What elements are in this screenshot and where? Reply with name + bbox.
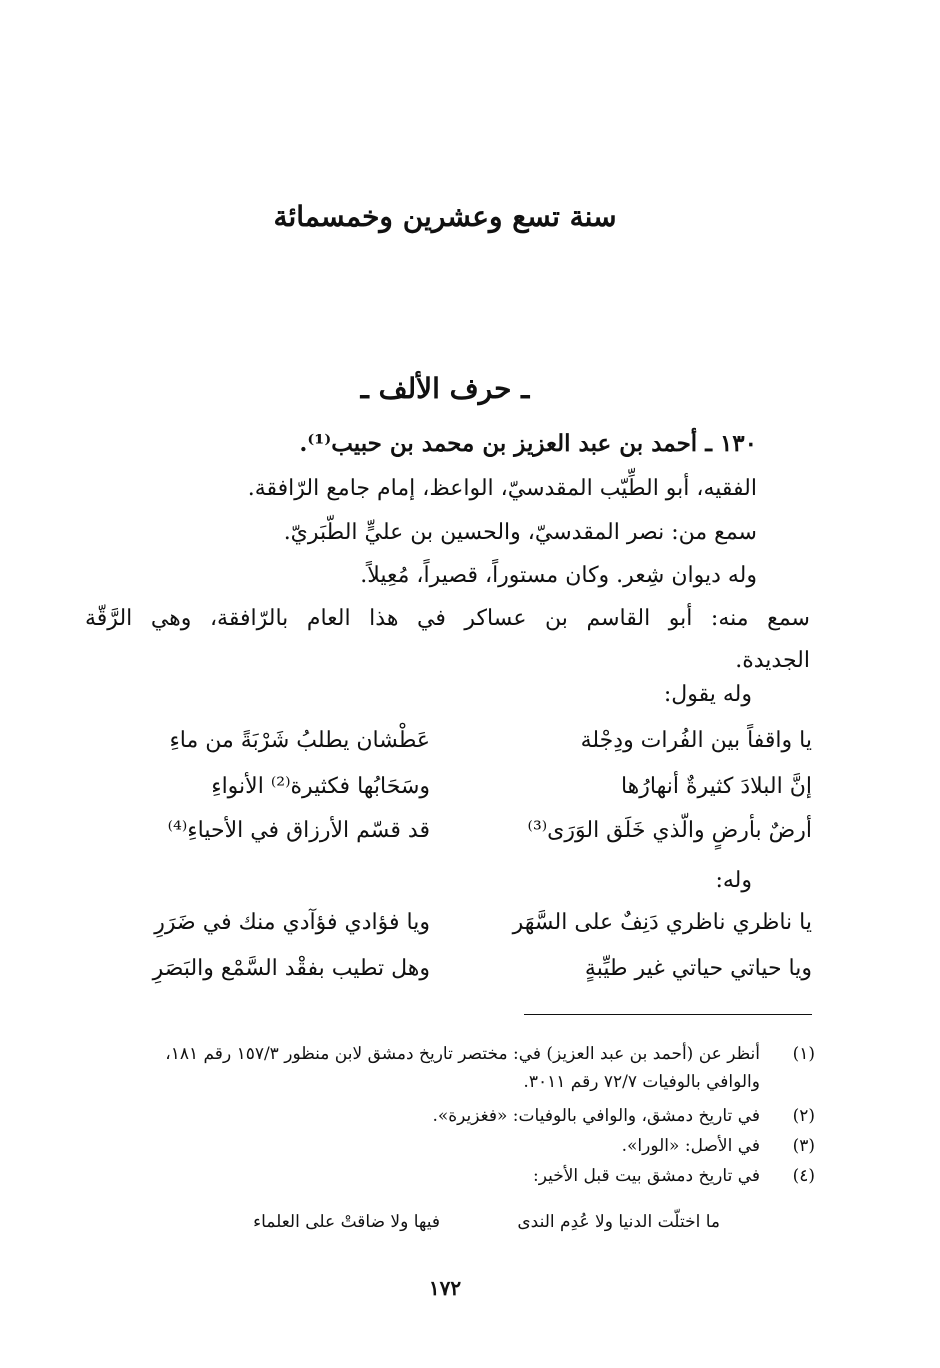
poem1-verse2-second: وسَحَابُها فكثيرة⁽²⁾ الأنواءِ xyxy=(211,774,430,799)
poem2-verse2-second: وهل تطيب بفقْد السَّمْع والبَصَرِ xyxy=(152,956,430,981)
bio-line-4: سمع منه: أبو القاسم بن عساكر في هذا العام بالرّافقة، وهي الرَّقّة xyxy=(85,606,810,631)
footnote-1-number: (١) xyxy=(792,1044,815,1064)
poem2-verse2-first: ويا حياتي حياتي غير طيِّبةٍ xyxy=(584,956,812,981)
footnote-separator xyxy=(524,1014,812,1015)
poem2-verse1-first: يا ناظري ناظري دَنِفٌ على السَّهَر xyxy=(512,910,812,935)
poem2-verse1-second: ويا فؤادي فؤآدي منك في ضَرَرِ xyxy=(154,910,430,935)
year-title: سنة تسع وعشرين وخمسمائة xyxy=(273,200,617,233)
bio-line-5: الجديدة. xyxy=(735,648,810,673)
entry-heading: ١٣٠ ـ أحمد بن عبد العزيز بن محمد بن حبيب⁽¹⁾. xyxy=(299,430,757,457)
footnote-2-number: (٢) xyxy=(792,1106,815,1126)
poem1-intro: وله يقول: xyxy=(663,682,752,707)
bio-line-2: سمع من: نصر المقدسيّ، والحسين بن عليٍّ الطّبَريّ. xyxy=(283,520,757,545)
poem1-verse1-second: عَطْشان يطلبُ شَرْبَةً من ماءِ xyxy=(169,728,430,753)
poem1-verse2-first: إنَّ البلادَ كثيرةٌ أنهارُها xyxy=(620,774,812,799)
poem1-verse3-second: قد قسّم الأرزاق في الأحياءِ⁽⁴⁾ xyxy=(167,818,430,843)
footnote-verse-first: ما اختلّت الدنيا ولا عُدِم الندى xyxy=(517,1212,720,1232)
bio-line-3: وله ديوان شِعر. وكان مستوراً، قصيراً، مُعِيلاً. xyxy=(360,563,757,588)
footnote-3-text: في الأصل: «الورا». xyxy=(621,1136,760,1156)
footnote-4-number: (٤) xyxy=(792,1166,815,1186)
footnote-2-text: في تاريخ دمشق، والوافي بالوفيات: «فغزيرة». xyxy=(432,1106,760,1126)
poem2-intro: وله: xyxy=(715,868,752,893)
poem1-verse1-first: يا واقفاً بين الفُرات ودِجْلة xyxy=(580,728,812,753)
footnote-1-line2: والوافي بالوفيات ٧٢/٧ رقم ٣٠١١. xyxy=(523,1072,760,1092)
footnote-4-text: في تاريخ دمشق بيت قبل الأخير: xyxy=(532,1166,760,1186)
section-title: ـ حرف الألف ـ xyxy=(360,372,530,405)
footnote-verse-second: فيها ولا ضاقتْ على العلماء xyxy=(253,1212,440,1232)
footnote-3-number: (٣) xyxy=(792,1136,815,1156)
bio-line-1: الفقيه، أبو الطِّيّب المقدسيّ، الواعظ، إمام جامع الرّافقة. xyxy=(247,476,757,501)
page-number: ١٧٢ xyxy=(428,1276,462,1300)
poem1-verse3-first: أرضٌ بأرضٍ والّذي خَلَق الوَرَى⁽³⁾ xyxy=(527,818,812,843)
footnote-1-line1: أنظر عن (أحمد بن عبد العزيز) في: مختصر تاريخ دمشق لابن منظور ١٥٧/٣ رقم ١٨١، xyxy=(165,1044,760,1064)
